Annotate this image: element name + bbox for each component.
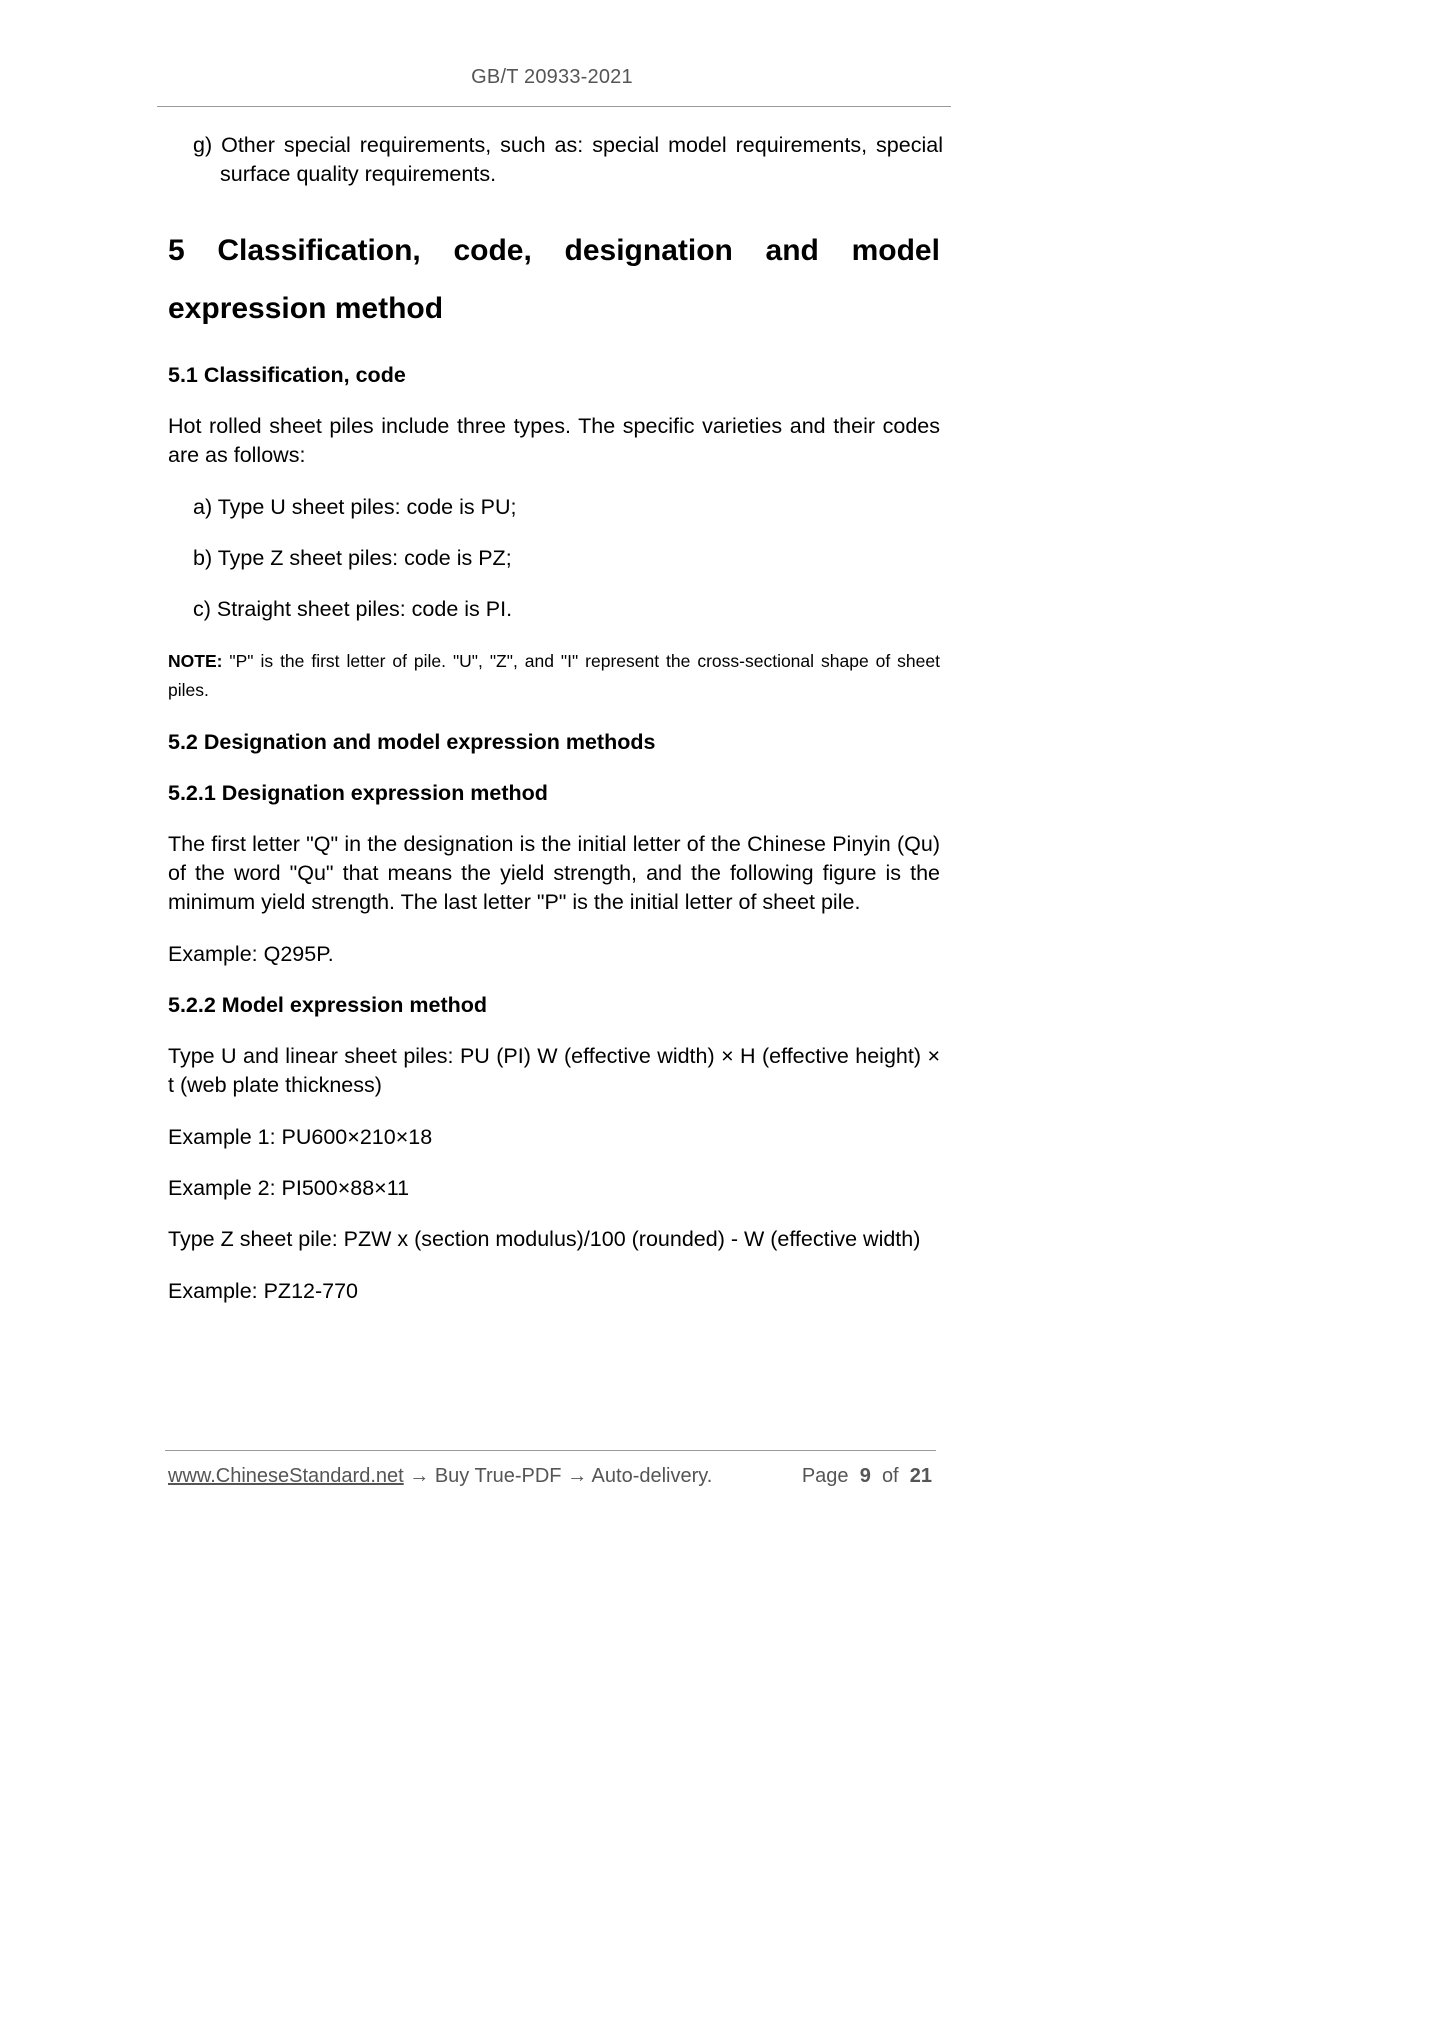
auto-delivery-text: Auto-delivery. — [591, 1465, 713, 1487]
section-5-1-heading: 5.1 Classification, code — [168, 363, 406, 387]
arrow-right-icon: → — [409, 1465, 430, 1487]
section-5-1-intro: Hot rolled sheet piles include three types. The specific varieties and their codes are as follows: — [168, 414, 940, 467]
heading-word: code, — [453, 234, 532, 267]
section-5-number: 5 — [168, 234, 185, 267]
list-item-b: b) Type Z sheet piles: code is PZ; — [193, 546, 512, 570]
page-header-standard-number: GB/T 20933-2021 — [471, 66, 633, 88]
section-5-heading-line1 — [168, 233, 940, 269]
model-example-1: Example 1: PU600×210×18 — [168, 1125, 433, 1149]
note-text: "P" is the first letter of pile. "U", "Z", and "I" represent the cross-sectional shape of sheet piles. — [168, 651, 940, 700]
section-5-2-heading: 5.2 Designation and model expression methods — [168, 730, 656, 754]
arrow-right-icon: → — [567, 1465, 588, 1487]
buy-pdf-text: Buy True-PDF — [434, 1465, 562, 1487]
section-5-heading-line2: expression method — [168, 292, 444, 325]
type-z-paragraph: Type Z sheet pile: PZW x (section modulus)/100 (rounded) - W (effective width) — [168, 1227, 921, 1251]
heading-word: Classification, — [217, 234, 421, 267]
page-label: Page — [801, 1465, 849, 1487]
section-5-2-1-heading: 5.2.1 Designation expression method — [168, 781, 548, 805]
designation-example: Example: Q295P. — [168, 942, 334, 966]
list-item-a: a) Type U sheet piles: code is PU; — [193, 495, 517, 519]
list-item-g: g) Other special requirements, such as: special model requirements, special surface quality requirements. — [193, 133, 943, 186]
list-item-c: c) Straight sheet piles: code is PI. — [193, 597, 513, 621]
current-page-number: 9 — [859, 1465, 871, 1487]
note — [168, 647, 940, 705]
section-5-2-2-heading: 5.2.2 Model expression method — [168, 993, 488, 1017]
website-link[interactable]: www.ChineseStandard.net — [168, 1465, 404, 1487]
heading-word: and — [765, 234, 819, 267]
model-example-3: Example: PZ12-770 — [168, 1279, 359, 1303]
note-label: NOTE: — [168, 651, 223, 671]
heading-word: model — [851, 234, 940, 267]
page-number-indicator — [802, 1465, 932, 1488]
section-5-2-1-paragraph: The first letter "Q" in the designation is the initial letter of the Chinese Pinyin (Qu) of the word "Qu" that means the yield strength, and the following figure is the minimum yield strength. The last letter "P" is the initial letter of sheet pile. — [168, 832, 940, 914]
footer-promo — [168, 1465, 712, 1488]
model-example-2: Example 2: PI500×88×11 — [168, 1176, 410, 1200]
of-label: of — [881, 1465, 899, 1487]
footer-divider — [165, 1450, 936, 1451]
total-pages: 21 — [909, 1465, 932, 1487]
header-divider — [157, 106, 951, 107]
heading-word: designation — [564, 234, 733, 267]
type-u-paragraph: Type U and linear sheet piles: PU (PI) W (effective width) × H (effective height) × t (web plate thickness) — [168, 1044, 940, 1097]
